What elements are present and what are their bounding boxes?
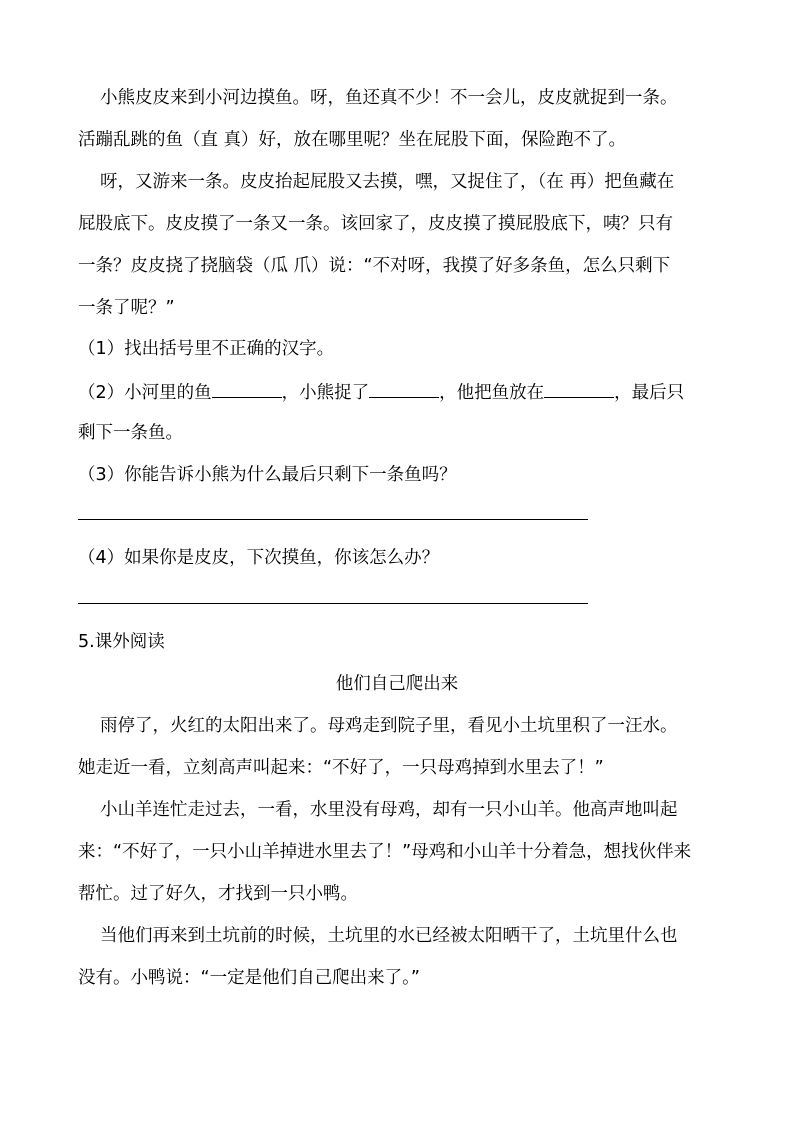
reading-title: 他们自己爬出来 (335, 674, 459, 694)
fill-blank[interactable] (369, 379, 439, 398)
passage1-line: 一条了呢？” (78, 298, 175, 318)
fill-blank[interactable] (544, 379, 614, 398)
reading-line: 帮忙。过了好久，才找到一只小鸭。 (78, 884, 358, 904)
answer-line[interactable] (78, 519, 588, 520)
question-2-line2: 剩下一条鱼。 (78, 423, 183, 443)
question-2-text: ，最后只 (614, 383, 685, 403)
question-2-text: （2）小河里的鱼 (78, 383, 212, 403)
reading-line: 她走近一看，立刻高声叫起来：“不好了，一只母鸡掉到水里去了！” (78, 758, 604, 778)
section-heading: 5.课外阅读 (78, 632, 165, 652)
answer-line[interactable] (78, 603, 588, 604)
reading-line: 当他们再来到土坑前的时候，土坑里的水已经被太阳晒干了，土坑里什么也 (100, 926, 678, 946)
fill-blank[interactable] (212, 379, 282, 398)
reading-line: 小山羊连忙走过去，一看，水里没有母鸡，却有一只小山羊。他高声地叫起 (100, 800, 678, 820)
passage1-line: 呀，又游来一条。皮皮抬起屁股又去摸，嘿，又捉住了，（在 再）把鱼藏在 (100, 172, 675, 192)
passage1-line: 活蹦乱跳的鱼（直 真）好，放在哪里呢？坐在屁股下面，保险跑不了。 (78, 130, 627, 150)
reading-line: 雨停了，火红的太阳出来了。母鸡走到院子里，看见小土坑里积了一汪水。 (100, 716, 678, 736)
question-1: （1）找出括号里不正确的汉字。 (78, 339, 335, 359)
question-3: （3）你能告诉小熊为什么最后只剩下一条鱼吗？ (78, 465, 457, 485)
reading-line: 来：“不好了，一只小山羊掉进水里去了！”母鸡和小山羊十分着急，想找伙伴来 (78, 842, 692, 862)
question-2-text: ，小熊捉了 (281, 383, 370, 403)
reading-line: 没有。小鸭说：“一定是他们自己爬出来了。” (78, 968, 420, 988)
passage1-line: 屁股底下。皮皮摸了一条又一条。该回家了，皮皮摸了摸屁股底下，咦？只有 (78, 214, 673, 234)
question-2-text: ，他把鱼放在 (439, 383, 545, 403)
question-2 (78, 379, 684, 403)
passage1-line: 小熊皮皮来到小河边摸鱼。呀，鱼还真不少！不一会儿，皮皮就捉到一条。 (100, 88, 678, 108)
passage1-line: 一条？皮皮挠了挠脑袋（瓜 爪）说：“不对呀，我摸了好多条鱼，怎么只剩下 (78, 256, 671, 276)
question-4: （4）如果你是皮皮，下次摸鱼，你该怎么办？ (78, 548, 440, 568)
